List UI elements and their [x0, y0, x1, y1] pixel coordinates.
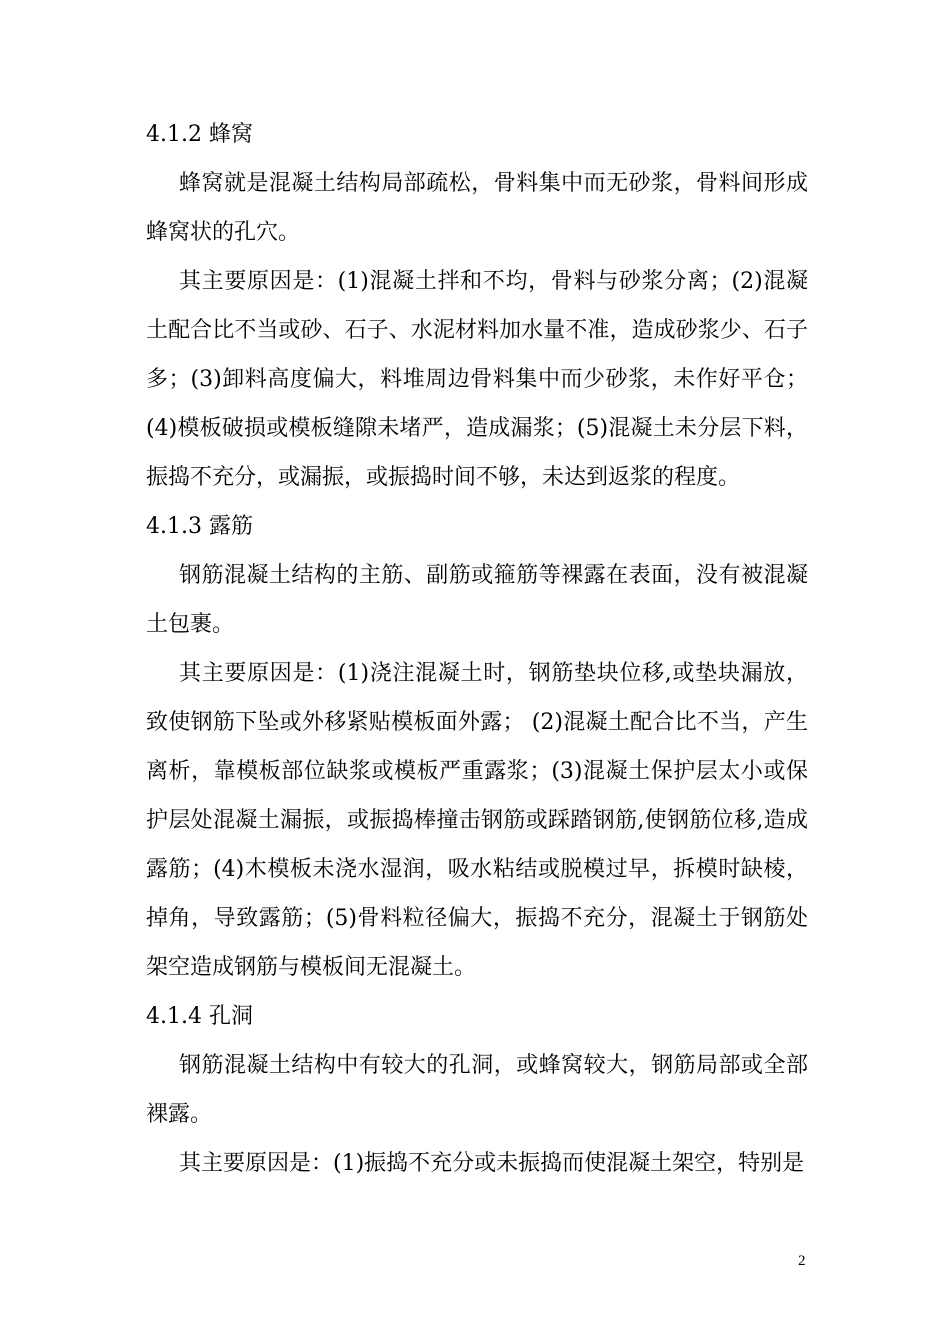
section-definition: 蜂窝就是混凝土结构局部疏松，骨料集中而无砂浆，骨料间形成蜂窝状的孔穴。: [146, 171, 808, 245]
page-number: 2: [798, 1253, 806, 1269]
section-exposed-rebar: [146, 502, 808, 992]
section-definition: 钢筋混凝土结构的主筋、副筋或箍筋等裸露在表面，没有被混凝土包裹。: [146, 563, 808, 637]
section-heading: 4.1.3 露筋: [146, 514, 253, 539]
section-heading: 4.1.2 蜂窝: [146, 122, 253, 147]
section-heading: 4.1.4 孔洞: [146, 1004, 253, 1029]
section-holes: [146, 992, 808, 1188]
section-causes: 其主要原因是：(1)浇注混凝土时，钢筋垫块位移,或垫块漏放，致使钢筋下坠或外移紧贴模板面外露； (2)混凝土配合比不当，产生离析，靠模板部位缺浆或模板严重露浆；(3)混凝土保护层太小或保护层处混凝土漏振，或振捣棒撞击钢筋或踩踏钢筋,使钢筋位移,造成露筋；(4)木模板未浇水湿润，吸水粘结或脱模过早，拆模时缺棱，掉角，导致露筋；(5)骨料粒径偏大，振捣不充分，混凝土于钢筋处架空造成钢筋与模板间无混凝土。: [146, 661, 808, 980]
section-causes: 其主要原因是：(1)振捣不充分或未振捣而使混凝土架空，特别是: [179, 1151, 805, 1176]
section-honeycomb: [146, 110, 808, 502]
section-definition: 钢筋混凝土结构中有较大的孔洞，或蜂窝较大，钢筋局部或全部裸露。: [146, 1053, 808, 1127]
section-causes: 其主要原因是：(1)混凝土拌和不均，骨料与砂浆分离；(2)混凝土配合比不当或砂、石子、水泥材料加水量不准，造成砂浆少、石子多；(3)卸料高度偏大，料堆周边骨料集中而少砂浆，未作好平仓；(4)模板破损或模板缝隙未堵严，造成漏浆；(5)混凝土未分层下料，振捣不充分，或漏振，或振捣时间不够，未达到返浆的程度。: [146, 269, 808, 490]
document-body: [146, 110, 808, 1188]
